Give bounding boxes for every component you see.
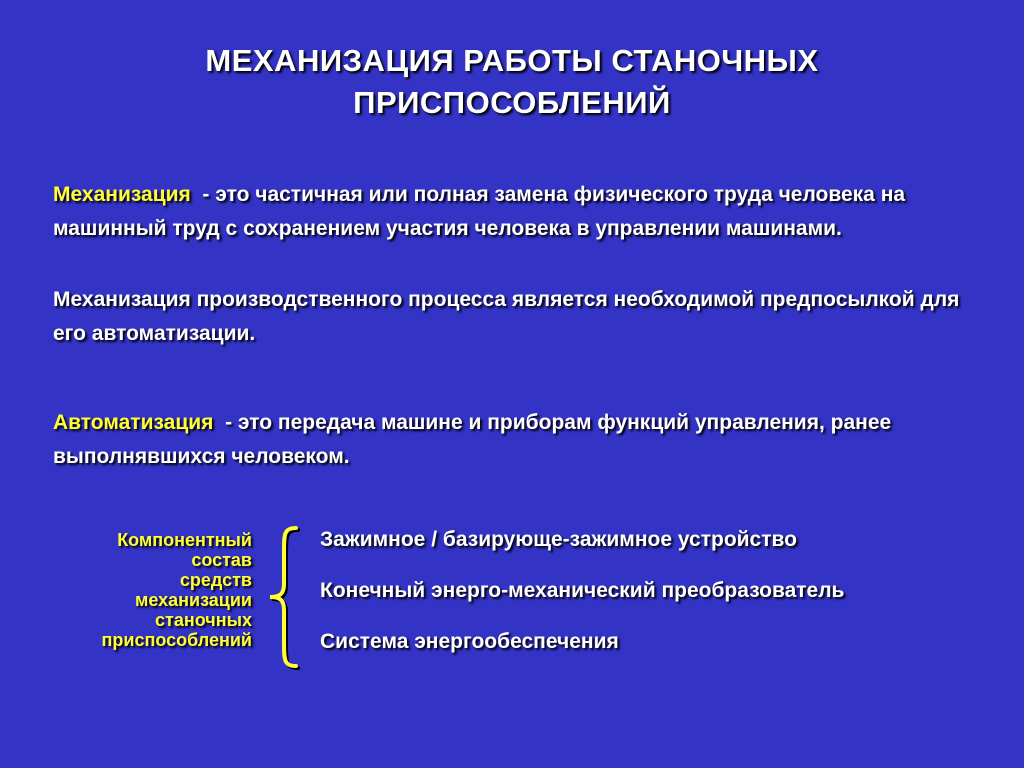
components-label-line: Компонентный xyxy=(117,530,252,550)
components-label-line: станочных xyxy=(155,610,252,630)
components-label-line: механизации xyxy=(135,590,252,610)
title-line: ПРИСПОСОБЛЕНИЙ xyxy=(353,85,671,120)
slide-title xyxy=(100,40,924,124)
title-line: МЕХАНИЗАЦИЯ РАБОТЫ СТАНОЧНЫХ xyxy=(205,43,819,78)
mechanization-note: Механизация производственного процесса является необходимой предпосылкой для его автоматизации. xyxy=(53,288,960,345)
automation-term: Автоматизация xyxy=(53,411,214,434)
mechanization-definition xyxy=(53,178,973,246)
automation-definition-text: - это передача машине и приборам функций управления, ранее выполнявшихся человеком. xyxy=(53,411,898,468)
components-list xyxy=(320,523,1000,676)
curly-brace-icon xyxy=(262,522,302,672)
components-label xyxy=(40,530,252,650)
list-item: Система энергообеспечения xyxy=(320,630,619,653)
automation-definition xyxy=(53,406,973,474)
components-label-line: состав xyxy=(191,550,252,570)
list-item: Конечный энерго-механический преобразователь xyxy=(320,579,845,602)
mechanization-definition-text: - это частичная или полная замена физического труда человека на машинный труд с сохранением участия человека в управлении машинами. xyxy=(53,183,911,240)
list-item: Зажимное / базирующе-зажимное устройство xyxy=(320,528,797,551)
components-label-line: приспособлений xyxy=(101,630,252,650)
components-label-line: средств xyxy=(179,570,252,590)
mechanization-term: Механизация xyxy=(53,183,191,206)
